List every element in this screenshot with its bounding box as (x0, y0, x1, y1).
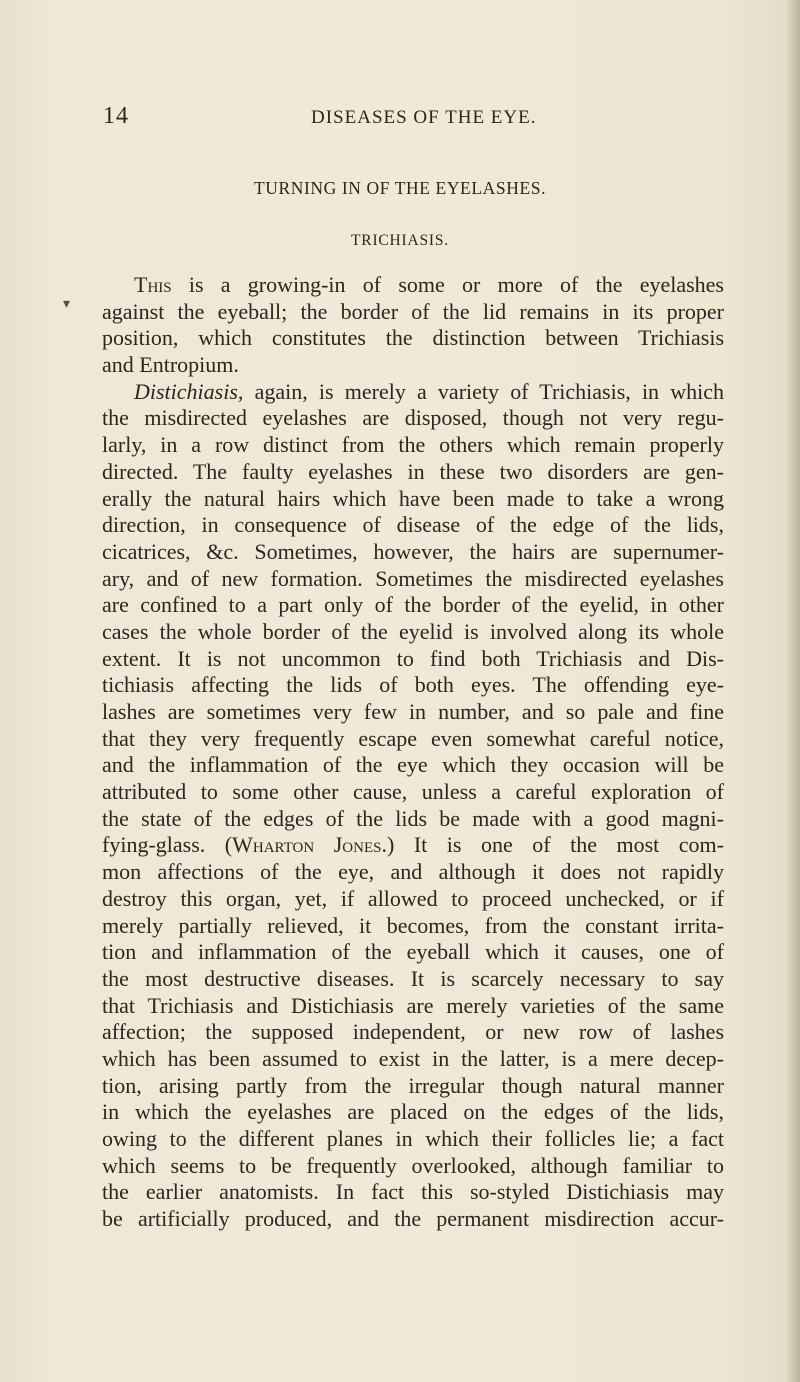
text-line: the misdirected eyelashes are disposed, though not very regu- (102, 405, 724, 431)
text-line: fying-glass. (Wharton Jones.) It is one of the most com- (102, 832, 724, 858)
text-line: the earlier anatomists. In fact this so-styled Distichiasis may (102, 1179, 724, 1205)
text-line: tion and inflammation of the eyeball which it causes, one of (102, 939, 724, 965)
text-line: the state of the edges of the lids be made with a good magni- (102, 805, 724, 831)
section-title: TURNING IN OF THE EYELASHES. (253, 178, 547, 198)
page-header (103, 103, 723, 133)
text-line: against the eyeball; the border of the lid remains in its proper (102, 298, 724, 324)
margin-mark: ▾ (63, 297, 71, 312)
text-line: owing to the different planes in which their follicles lie; a fact (102, 1126, 724, 1151)
text-line: larly, in a row distinct from the others which remain properly (102, 432, 724, 458)
text-line: directed. The faulty eyelashes in these two disorders are gen- (102, 458, 724, 484)
text-line: merely partially relieved, it becomes, from the constant irrita- (102, 912, 724, 938)
text-line: This is a growing-in of some or more of the eyelashes (134, 272, 724, 297)
text-line: extent. It is not uncommon to find both Trichiasis and Dis- (102, 645, 724, 671)
text-line: that Trichiasis and Distichiasis are merely varieties of the same (102, 992, 724, 1018)
text-line: mon affections of the eye, and although it does not rapidly (102, 859, 724, 885)
text-line: that they very frequently escape even somewhat careful notice, (102, 725, 724, 751)
text-line: Distichiasis, again, is merely a variety of Trichiasis, in which (134, 378, 724, 404)
text-line: attributed to some other cause, unless a careful exploration of (102, 779, 724, 805)
text-line: tion, arising partly from the irregular though natural manner (102, 1072, 724, 1098)
text-line: tichiasis affecting the lids of both eyes. The offending eye- (102, 672, 724, 698)
section-subtitle: TRICHIASIS. (351, 232, 449, 249)
text-line: ary, and of new formation. Sometimes the misdirected eyelashes (102, 565, 724, 591)
lead-word: This (134, 272, 172, 297)
text-line: are confined to a part only of the border of the eyelid, in other (102, 592, 724, 618)
text-line: position, which constitutes the distinction between Trichiasis (102, 325, 724, 351)
text-line: be artificially produced, and the permanent misdirection accur- (102, 1206, 724, 1232)
text-line: cases the whole border of the eyelid is involved along its whole (102, 618, 724, 644)
body-text (102, 272, 724, 1233)
text-line: direction, in consequence of disease of the edge of the lids, (102, 512, 724, 538)
page-number: 14 (103, 103, 129, 129)
text-line: which seems to be frequently overlooked, although familiar to (102, 1152, 724, 1178)
text-line: cicatrices, &c. Sometimes, however, the hairs are supernumer- (102, 538, 724, 564)
author-name: Wharton Jones (232, 832, 382, 858)
term-distichiasis: Distichiasis, (134, 378, 244, 404)
text-line: affection; the supposed independent, or new row of lashes (102, 1019, 724, 1045)
text-line: erally the natural hairs which have been made to take a wrong (102, 485, 724, 511)
text-line: in which the eyelashes are placed on the edges of the lids, (102, 1099, 724, 1125)
page-edge-shadow (786, 0, 800, 1382)
text-line: the most destructive diseases. It is scarcely necessary to say (102, 965, 724, 991)
text-line: and Entropium. (102, 352, 239, 378)
text-line: and the inflammation of the eye which they occasion will be (102, 752, 724, 778)
text-line: which has been assumed to exist in the latter, is a mere decep- (102, 1045, 724, 1071)
running-head: DISEASES OF THE EYE. (311, 107, 537, 128)
text-line: lashes are sometimes very few in number, and so pale and fine (102, 699, 724, 724)
text-line: destroy this organ, yet, if allowed to proceed unchecked, or if (102, 885, 724, 911)
